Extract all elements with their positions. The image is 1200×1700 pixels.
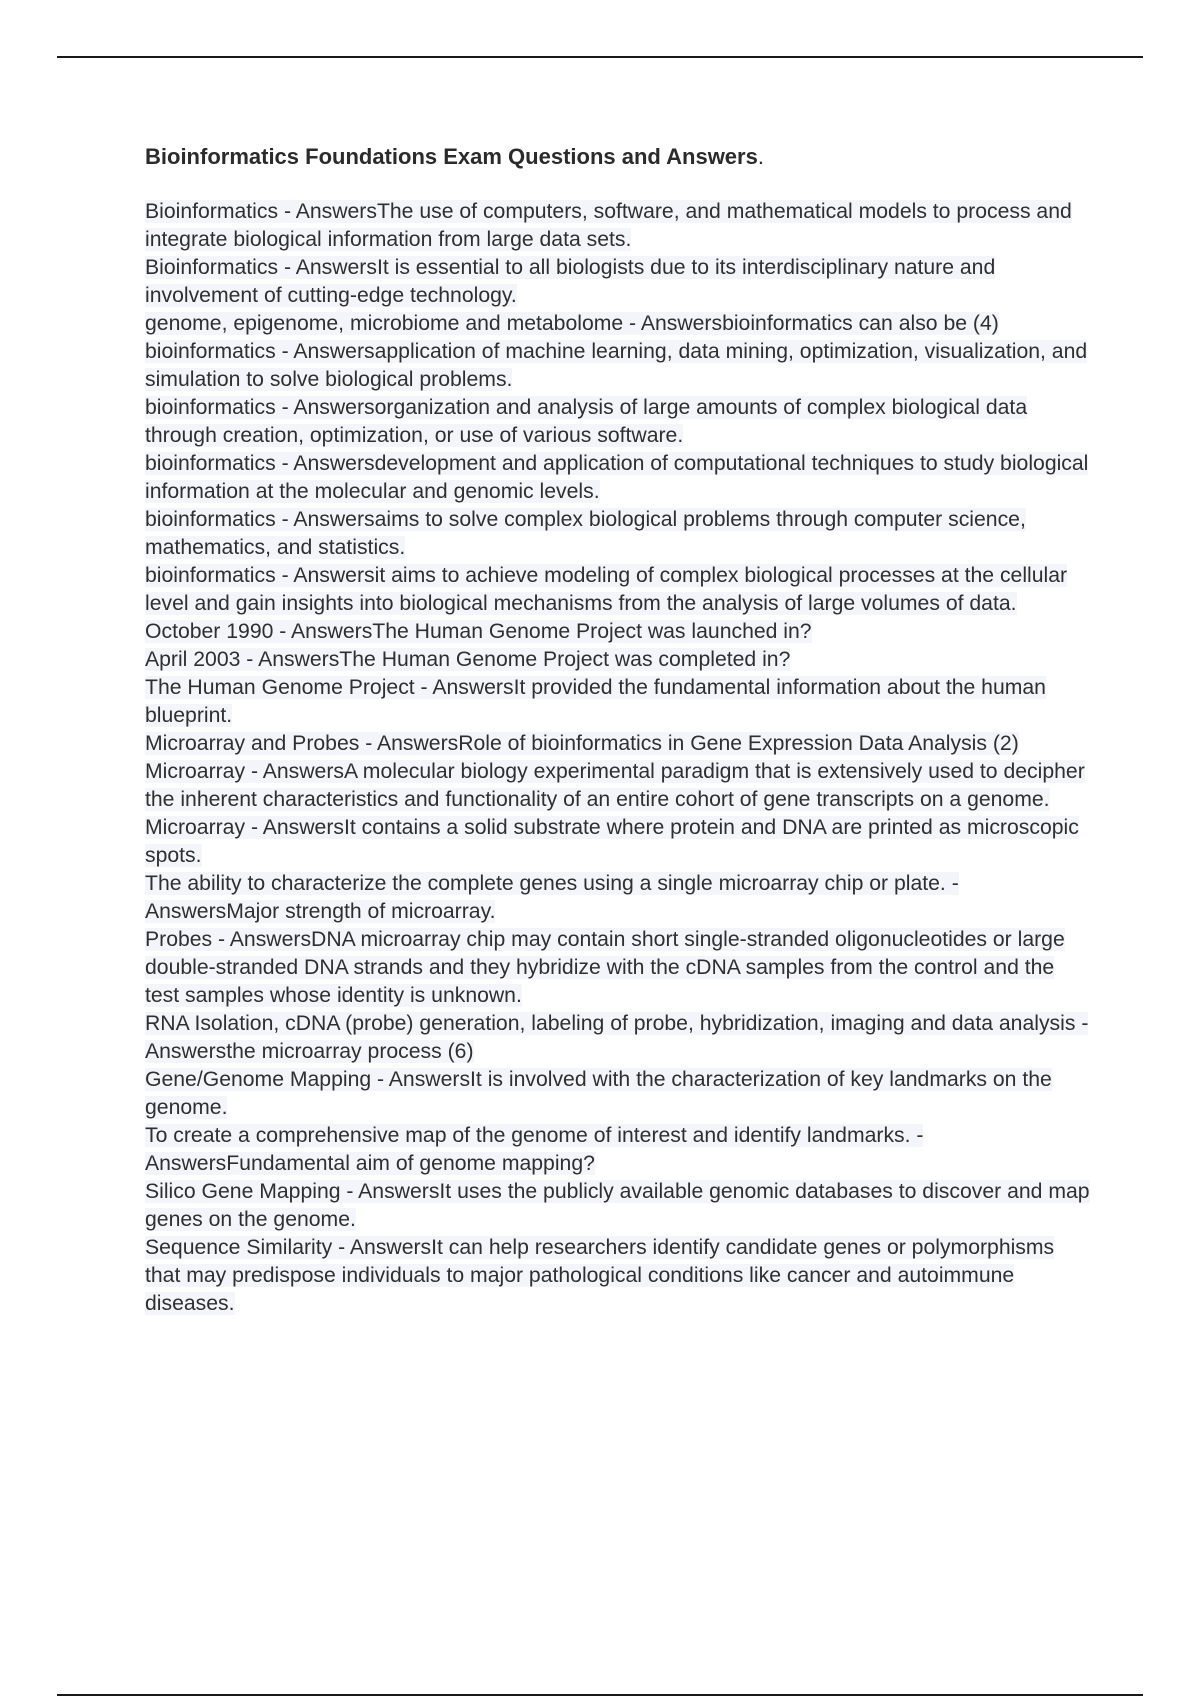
qa-entry: [145, 646, 1090, 674]
qa-entry-text: The ability to characterize the complete genes using a single microarray chip or plate. - AnswersMajor strength of microarray.: [145, 872, 959, 923]
qa-entry-text: bioinformatics - Answersapplication of machine learning, data mining, optimization, visualization, and simulation to solve biological problems.: [145, 340, 1088, 391]
document-title-period: .: [757, 144, 764, 169]
qa-entry-text: Microarray - AnswersA molecular biology experimental paradigm that is extensively used to decipher the inherent characteristics and functionality of an entire cohort of gene transcripts on a genome.: [145, 760, 1085, 811]
qa-entry: [145, 506, 1090, 562]
qa-entry: [145, 562, 1090, 618]
qa-entry-text: Silico Gene Mapping - AnswersIt uses the publicly available genomic databases to discover and map genes on the genome.: [145, 1180, 1090, 1231]
qa-entry-text: To create a comprehensive map of the genome of interest and identify landmarks. - AnswersFundamental aim of genome mapping?: [145, 1124, 924, 1175]
qa-entry-text: Bioinformatics - AnswersThe use of computers, software, and mathematical models to process and integrate biological information from large data sets.: [145, 200, 1072, 251]
qa-entry: [145, 870, 1090, 926]
qa-entry: [145, 1234, 1090, 1318]
qa-entry: [145, 758, 1090, 814]
qa-entry-text: Gene/Genome Mapping - AnswersIt is involved with the characterization of key landmarks on the genome.: [145, 1068, 1052, 1119]
qa-entry-list: [145, 198, 1090, 1318]
qa-entry-text: bioinformatics - Answersdevelopment and application of computational techniques to study biological information at the molecular and genomic levels.: [145, 452, 1089, 503]
qa-entry-text: Probes - AnswersDNA microarray chip may contain short single-stranded oligonucleotides or large double-stranded DNA strands and they hybridize with the cDNA samples from the control and the test samples whose identity is unknown.: [145, 928, 1065, 1007]
qa-entry-text: Sequence Similarity - AnswersIt can help researchers identify candidate genes or polymorphisms that may predispose individuals to major pathological conditions like cancer and autoimmune diseases.: [145, 1236, 1055, 1315]
qa-entry: [145, 394, 1090, 450]
qa-entry-text: RNA Isolation, cDNA (probe) generation, labeling of probe, hybridization, imaging and data analysis - Answersthe microarray process (6): [145, 1012, 1089, 1063]
qa-entry: [145, 450, 1090, 506]
document-title: [145, 142, 1090, 172]
document-body: [145, 142, 1090, 1318]
qa-entry-text: The Human Genome Project - AnswersIt provided the fundamental information about the human blueprint.: [145, 676, 1046, 727]
qa-entry: [145, 730, 1090, 758]
qa-entry-text: bioinformatics - Answersaims to solve complex biological problems through computer science, mathematics, and statistics.: [145, 508, 1026, 559]
qa-entry: [145, 674, 1090, 730]
qa-entry: [145, 1010, 1090, 1066]
qa-entry: [145, 310, 1090, 338]
qa-entry: [145, 254, 1090, 310]
qa-entry-text: Microarray - AnswersIt contains a solid substrate where protein and DNA are printed as microscopic spots.: [145, 816, 1079, 867]
qa-entry-text: bioinformatics - Answersorganization and analysis of large amounts of complex biological data through creation, optimization, or use of various software.: [145, 396, 1028, 447]
qa-entry: [145, 1066, 1090, 1122]
qa-entry: [145, 338, 1090, 394]
qa-entry-text: bioinformatics - Answersit aims to achieve modeling of complex biological processes at the cellular level and gain insights into biological mechanisms from the analysis of large volumes of data.: [145, 564, 1068, 615]
qa-entry: [145, 618, 1090, 646]
qa-entry: [145, 926, 1090, 1010]
qa-entry-text: Microarray and Probes - AnswersRole of bioinformatics in Gene Expression Data Analysis (2): [145, 732, 1019, 755]
bottom-divider: [57, 1694, 1143, 1696]
qa-entry: [145, 1122, 1090, 1178]
qa-entry: [145, 814, 1090, 870]
qa-entry-text: Bioinformatics - AnswersIt is essential to all biologists due to its interdisciplinary nature and involvement of cutting-edge technology.: [145, 256, 996, 307]
top-divider: [57, 56, 1143, 58]
qa-entry-text: October 1990 - AnswersThe Human Genome Project was launched in?: [145, 620, 812, 643]
qa-entry: [145, 198, 1090, 254]
qa-entry-text: April 2003 - AnswersThe Human Genome Project was completed in?: [145, 648, 791, 671]
document-title-text: Bioinformatics Foundations Exam Questions and Answers: [145, 144, 758, 169]
qa-entry: [145, 1178, 1090, 1234]
qa-entry-text: genome, epigenome, microbiome and metabolome - Answersbioinformatics can also be (4): [145, 312, 999, 335]
